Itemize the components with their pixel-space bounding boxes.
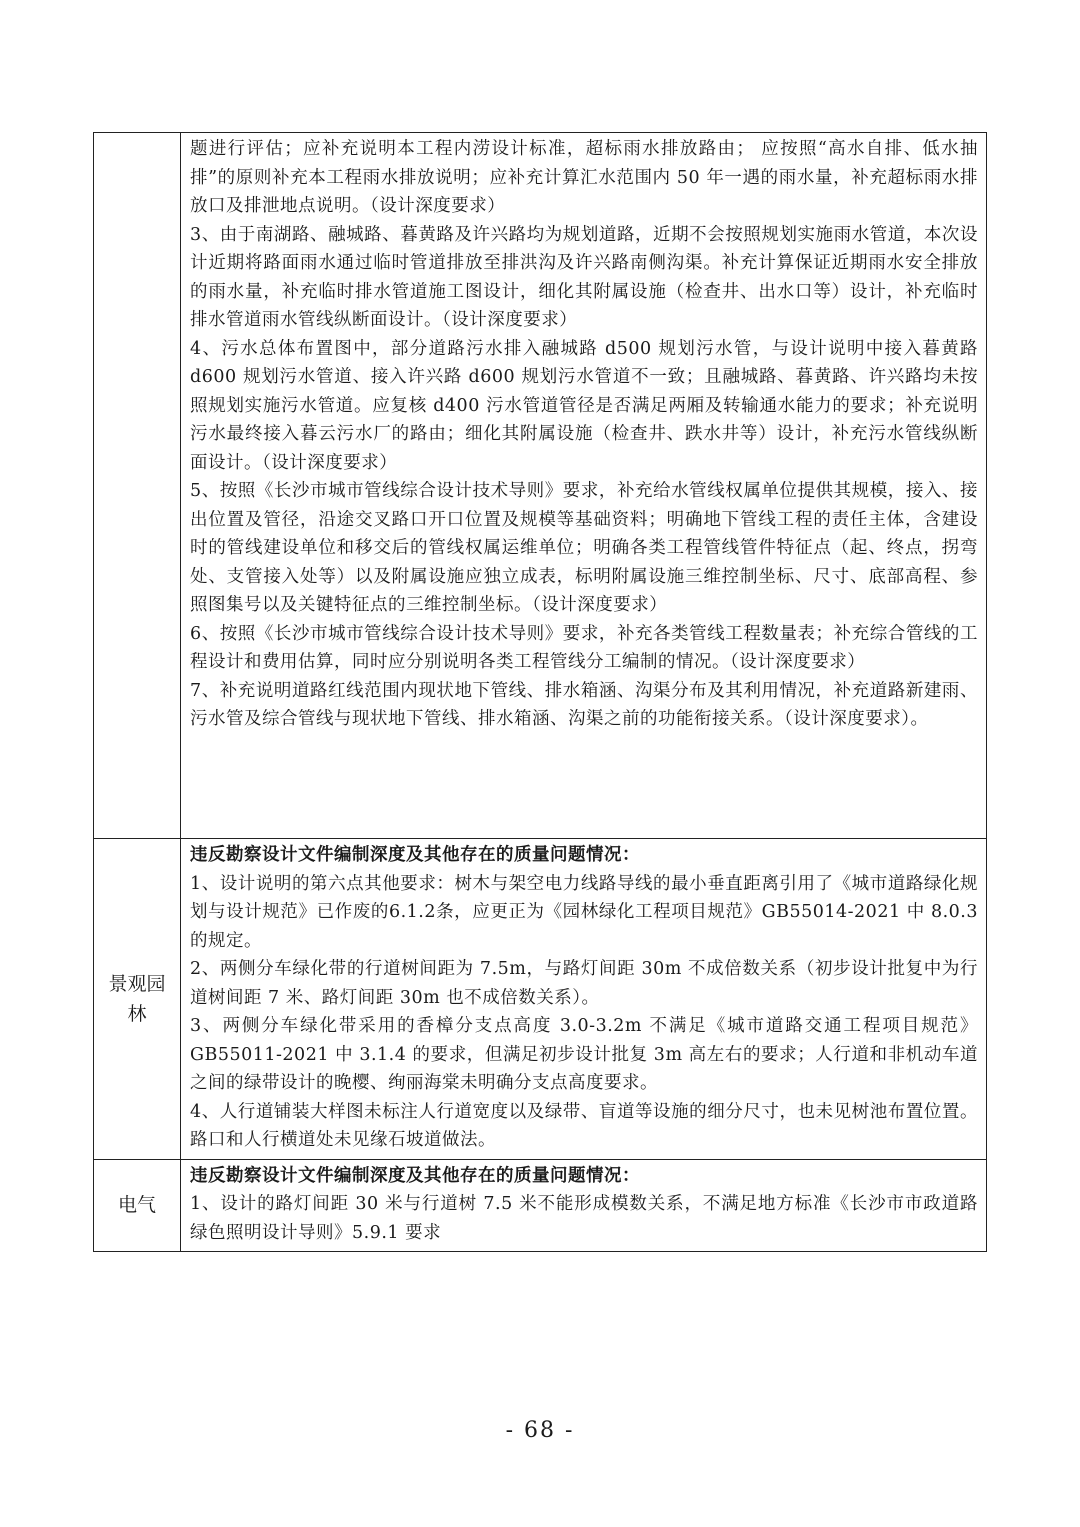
table-row-landscape	[94, 839, 987, 1160]
landscape-paragraph: 4、人行道铺装大样图未标注人行道宽度以及绿带、盲道等设施的细分尺寸，也未见树池布置位置。路口和人行横道处未见缘石坡道做法。	[190, 1101, 978, 1150]
drainage-paragraph: 5、按照《长沙市城市管线综合设计技术导则》要求，补充给水管线权属单位提供其规模，接入、接出位置及管径，沿途交叉路口开口位置及规模等基础资料；明确地下管线工程的责任主体，含建设时的管线建设单位和移交后的管线权属运维单位；明确各类工程管线管件特征点（起、终点，拐弯处、支管接入处等）以及附属设施应独立成表，标明附属设施三维控制坐标、尺寸、底部高程、参照图集号以及关键特征点的三维控制坐标。（设计深度要求）	[190, 481, 978, 615]
electrical-paragraph: 1、设计的路灯间距 30 米与行道树 7.5 米不能形成模数关系，不满足地方标准《长沙市市政道路绿色照明设计导则》5.9.1 要求	[190, 1194, 978, 1243]
landscape-paragraph: 3、两侧分车绿化带采用的香樟分支点高度 3.0-3.2m 不满足《城市道路交通工程项目规范》GB55011-2021 中 3.1.4 的要求，但满足初步设计批复 3m 高左右的要求；人行道和非机动车道之间的绿带设计的晚樱、绚丽海棠未明确分支点高度要求。	[190, 1016, 978, 1093]
drainage-paragraph: 6、按照《长沙市城市管线综合设计技术导则》要求，补充各类管线工程数量表；补充综合管线的工程设计和费用估算，同时应分别说明各类工程管线分工编制的情况。（设计深度要求）	[190, 623, 978, 672]
page-number: - 68 -	[505, 1418, 575, 1443]
drainage-paragraph: 7、补充说明道路红线范围内现状地下管线、排水箱涵、沟渠分布及其利用情况，补充道路新建雨、污水管及综合管线与现状地下管线、排水箱涵、沟渠之前的功能衔接关系。（设计深度要求）。	[190, 680, 978, 729]
drainage-paragraph: 4、污水总体布置图中，部分道路污水排入融城路 d500 规划污水管，与设计说明中接入暮黄路 d600 规划污水管道、接入许兴路 d600 规划污水管道不一致；且融城路、暮黄路、许兴路均未按照规划实施污水管道。应复核 d400 污水管道管径是否满足两厢及转输通水能力的要求；补充说明污水最终接入暮云污水厂的路由；细化其附属设施（检查井、跌水井等）设计，补充污水管线纵断面设计。（设计深度要求）	[190, 338, 978, 473]
content-cell-drainage	[181, 133, 987, 839]
drainage-paragraph: 3、由于南湖路、融城路、暮黄路及许兴路均为规划道路，近期不会按照规划实施雨水管道，本次设计近期将路面雨水通过临时管道排放至排洪沟及许兴路南侧沟渠。补充计算保证近期雨水安全排放的雨水量，补充临时排水管道施工图设计，细化其附属设施（检查井、出水口等）设计，补充临时排水管道雨水管线纵断面设计。（设计深度要求）	[190, 224, 978, 330]
table-row-drainage	[94, 133, 987, 839]
drainage-paragraph: 题进行评估；应补充说明本工程内涝设计标准，超标雨水排放路由； 应按照“高水自排、低水抽排”的原则补充本工程雨水排放说明；应补充计算汇水范围内 50 年一遇的雨水量，补充超标雨水排放口及排泄地点说明。（设计深度要求）	[190, 139, 978, 216]
section-heading: 违反勘察设计文件编制深度及其他存在的质量问题情况：	[190, 845, 640, 865]
category-cell-electrical: 电气	[94, 1159, 181, 1252]
review-table	[93, 132, 987, 1252]
landscape-paragraph: 2、两侧分车绿化带的行道树间距为 7.5m，与路灯间距 30m 不成倍数关系（初步设计批复中为行道树间距 7 米、路灯间距 30m 也不成倍数关系）。	[190, 959, 978, 1008]
content-cell-electrical	[181, 1159, 987, 1252]
section-heading: 违反勘察设计文件编制深度及其他存在的质量问题情况：	[190, 1165, 640, 1186]
landscape-paragraph: 1、设计说明的第六点其他要求：树木与架空电力线路导线的最小垂直距离引用了《城市道路绿化规划与设计规范》已作废的6.1.2条，应更正为《园林绿化工程项目规范》GB55014-2021 中 8.0.3 的规定。	[190, 873, 978, 951]
content-cell-landscape	[181, 839, 987, 1160]
category-cell-drainage	[94, 133, 181, 839]
table-row-electrical	[94, 1159, 987, 1252]
category-cell-landscape: 景观园林	[94, 839, 181, 1160]
